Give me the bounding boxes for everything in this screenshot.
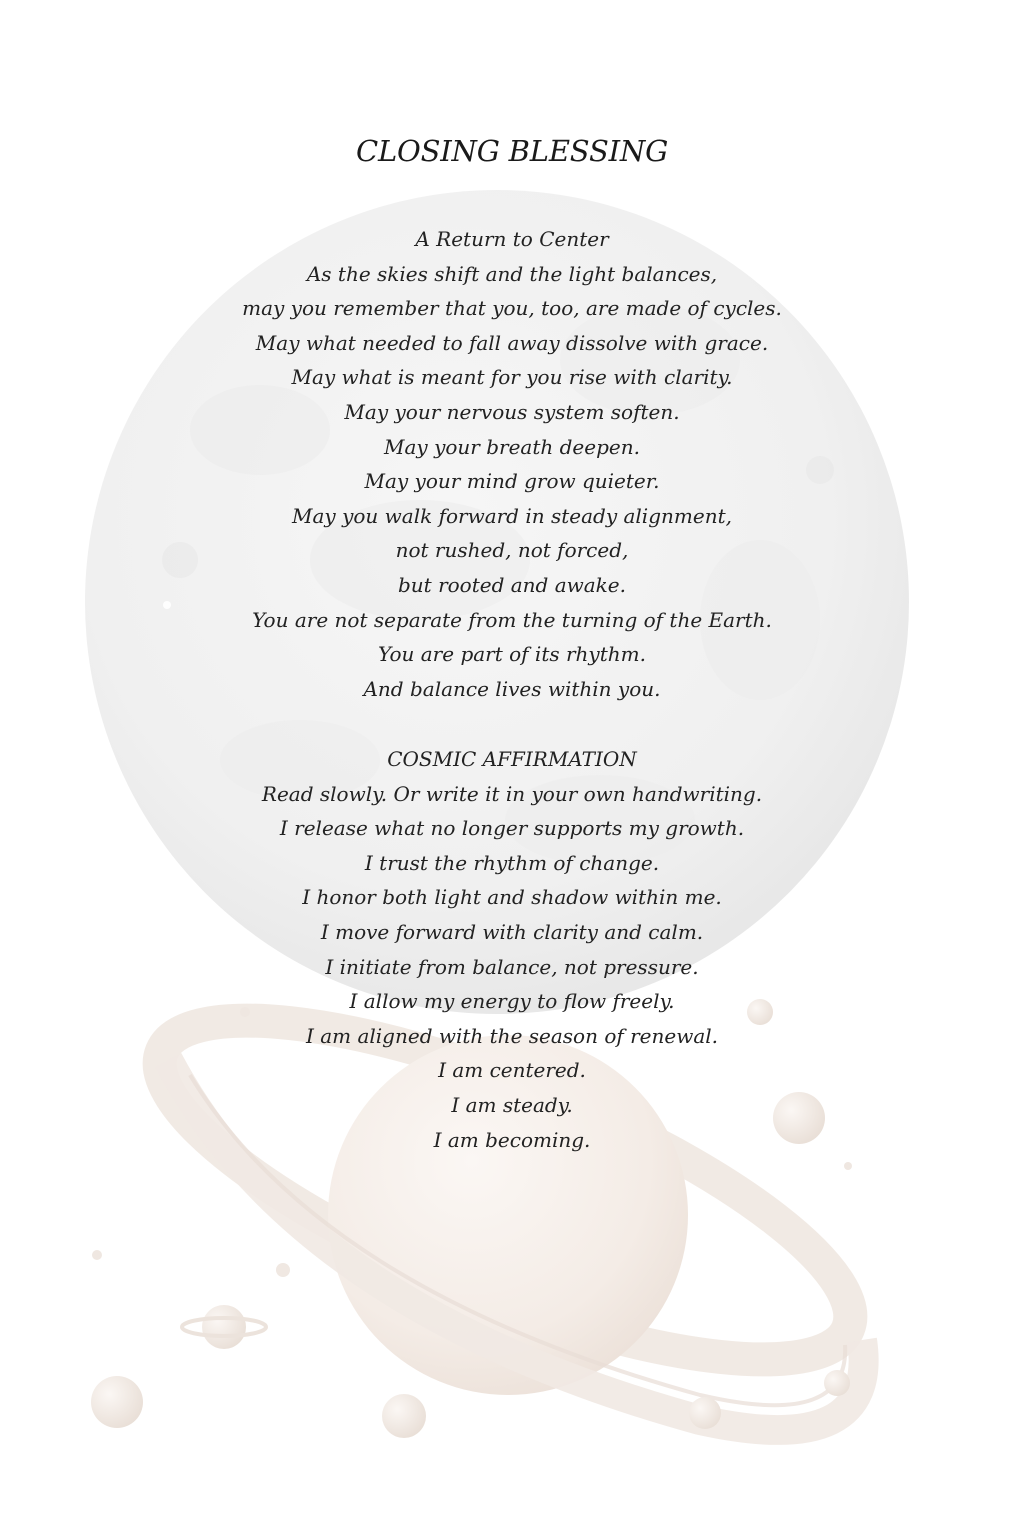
blessing-line: May what is meant for you rise with clarity.	[291, 365, 733, 390]
affirmation-heading: COSMIC AFFIRMATION	[387, 747, 637, 771]
blessing-subtitle: A Return to Center	[415, 227, 609, 251]
blessing-line: but rooted and awake.	[398, 572, 626, 597]
affirmation-line: I move forward with clarity and calm.	[320, 919, 704, 944]
blessing-line: May your breath deepen.	[384, 434, 640, 459]
affirmation-line: I am aligned with the season of renewal.	[305, 1023, 719, 1048]
affirmation-line: I trust the rhythm of change.	[364, 850, 660, 875]
affirmation-section	[112, 742, 912, 1157]
page-title: CLOSING BLESSING	[355, 134, 669, 168]
blessing-line: You are part of its rhythm.	[378, 642, 646, 667]
affirmation-line: I allow my energy to flow freely.	[349, 989, 675, 1014]
affirmation-line: I am becoming.	[433, 1127, 591, 1152]
blessing-line: You are not separate from the turning of the Earth.	[252, 607, 772, 632]
affirmation-line: I release what no longer supports my growth.	[279, 816, 745, 841]
affirmation-line: I initiate from balance, not pressure.	[325, 954, 699, 979]
affirmation-instruction: Read slowly. Or write it in your own handwriting.	[261, 781, 763, 806]
blessing-line: may you remember that you, too, are made of cycles.	[242, 296, 782, 321]
blessing-line: not rushed, not forced,	[395, 538, 629, 563]
affirmation-line: I am centered.	[438, 1058, 586, 1083]
blessing-line: May your nervous system soften.	[344, 399, 680, 424]
blessing-line: May your mind grow quieter.	[364, 469, 660, 494]
blessing-line: As the skies shift and the light balances,	[306, 261, 718, 286]
affirmation-line: I am steady.	[451, 1092, 573, 1117]
blessing-line: May you walk forward in steady alignment,	[292, 503, 732, 528]
blessing-section	[112, 222, 912, 706]
affirmation-line: I honor both light and shadow within me.	[302, 885, 722, 910]
blessing-line: May what needed to fall away dissolve with grace.	[255, 330, 769, 355]
blessing-line: And balance lives within you.	[363, 676, 661, 701]
